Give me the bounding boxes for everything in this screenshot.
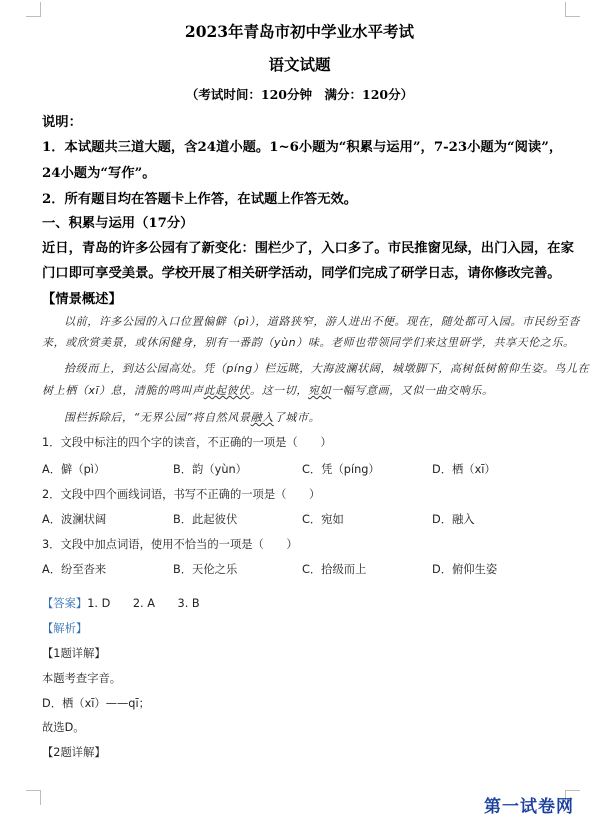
question-1-stem: 1．文段中标注的四个字的读音，不正确的一项是（ ） xyxy=(42,436,332,449)
answer-line xyxy=(42,595,200,611)
instructions-line-1: 1．本试题共三道大题，含24道小题。1~6小题为“积累与运用”，7-23小题为“阅读”， xyxy=(42,140,563,155)
section-1-heading: 一、积累与运用（17分） xyxy=(42,216,194,231)
crop-mark-top-left xyxy=(26,2,41,17)
passage-p1-line-2: 来，或欣赏美景，或休闲健身，别有一番韵（yùn）味。老师也带领同学们来这里研学，共享天伦之乐。 xyxy=(42,336,575,349)
exam-subtitle: 语文试题 xyxy=(268,55,331,74)
question-1-option-b: B．韵（yùn） xyxy=(173,463,247,476)
question-2-option-a: A．波澜状阔 xyxy=(42,513,107,526)
site-watermark: 第一试卷网 xyxy=(484,797,574,817)
analysis-label: 【解析】 xyxy=(42,622,88,635)
q1-detail-line-1: 本题考查字音。 xyxy=(42,672,122,685)
underlined-phrase: 融入 xyxy=(250,411,274,424)
crop-mark-top-right xyxy=(565,2,580,17)
instructions-heading: 说明： xyxy=(42,115,82,130)
crop-mark-bottom-left xyxy=(26,790,41,805)
instructions-line-2: 24小题为“写作”。 xyxy=(42,166,156,181)
question-1-option-c: C．凭（píng） xyxy=(302,463,380,476)
section-1-intro-line-1: 近日，青岛的许多公园有了新变化：围栏少了，入口多了。市民推窗见绿，出门入园，在家 xyxy=(42,241,574,256)
question-3-option-b: B．天伦之乐 xyxy=(173,563,238,576)
question-3-option-a: A．纷至沓来 xyxy=(42,563,107,576)
question-2-option-b: B．此起彼伏 xyxy=(173,513,238,526)
question-2-option-d: D．融入 xyxy=(432,513,475,526)
underlined-phrase: 此起彼伏 xyxy=(203,384,250,397)
underlined-phrase: 宛如 xyxy=(307,384,332,397)
passage-p3: 围栏拆除后，“无界公园”将自然风景融入了城市。 xyxy=(64,411,321,424)
context-heading: 【情景概述】 xyxy=(42,292,122,307)
exam-title: 2023年青岛市初中学业水平考试 xyxy=(184,22,415,41)
question-2-option-c: C．宛如 xyxy=(302,513,344,526)
question-3-stem: 3．文段中加点词语，使用不恰当的一项是（ ） xyxy=(42,538,298,551)
q1-detail-heading: 【1题详解】 xyxy=(42,647,106,660)
exam-time-info: （考试时间：120分钟 满分：120分） xyxy=(185,87,414,102)
q2-detail-heading: 【2题详解】 xyxy=(42,746,106,759)
question-3-option-d: D．俯仰生姿 xyxy=(432,563,498,576)
answer-label: 【答案】 xyxy=(42,597,88,610)
q1-detail-line-2: D．栖（xī）——qī； xyxy=(42,697,150,710)
q1-detail-line-3: 故选D。 xyxy=(42,721,85,734)
question-3-option-c: C．拾级而上 xyxy=(302,563,367,576)
question-1-option-d: D．栖（xī） xyxy=(432,463,496,476)
passage-p2-line-2: 树上栖（xī）息，清脆的鸣叫声此起彼伏。这一切，宛如一幅写意画，又似一曲交响乐。 xyxy=(42,384,494,397)
question-2-stem: 2．文段中四个画线词语，书写不正确的一项是（ ） xyxy=(42,488,321,501)
passage-p2-line-1: 拾级而上，到达公园高处。凭（píng）栏远眺，大海波澜状阔，城墩脚下，高树低树俯仰生姿。鸟儿在 xyxy=(64,362,590,375)
answer-values: 1. D 2. A 3. B xyxy=(87,597,200,610)
passage-p1-line-1: 以前，许多公园的入口位置偏僻（pì），道路狭窄，游人进出不便。现在，随处都可入园。市民纷至沓 xyxy=(64,315,581,328)
instructions-line-3: 2．所有题目均在答题卡上作答，在试题上作答无效。 xyxy=(42,192,358,207)
section-1-intro-line-2: 门口即可享受美景。学校开展了相关研学活动，同学们完成了研学日志，请你修改完善。 xyxy=(42,266,561,281)
question-1-option-a: A．僻（pì） xyxy=(42,463,106,476)
